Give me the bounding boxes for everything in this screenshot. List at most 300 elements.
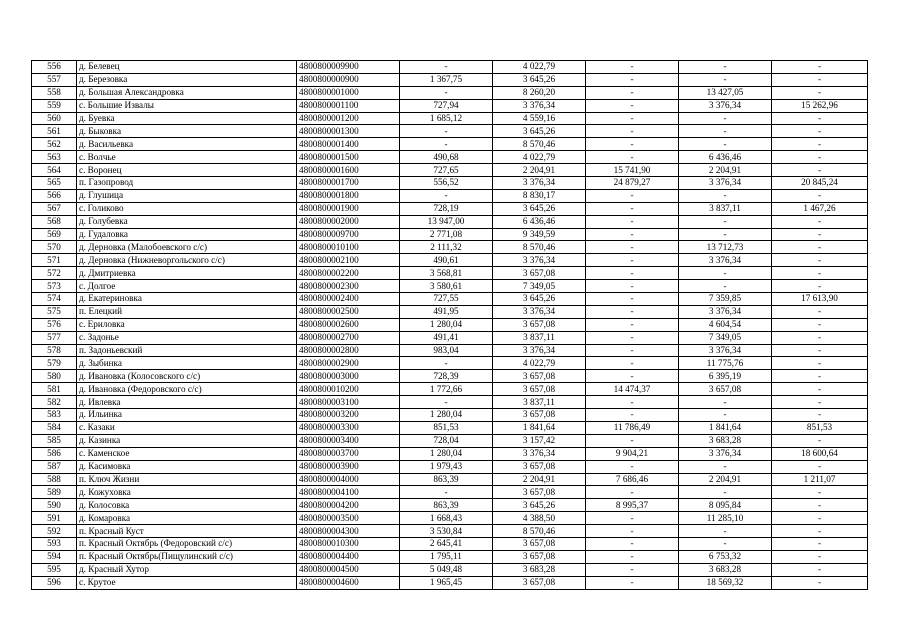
value-cell-5: - [772,576,868,589]
row-number-cell: 576 [32,318,77,331]
table-row [32,99,868,112]
oktmo-code-cell: 4800800001500 [297,151,400,164]
value-cell-5: - [772,499,868,512]
value-cell-1: 1 280,04 [400,409,493,422]
oktmo-code-cell: 4800800003000 [297,370,400,383]
row-number-cell: 556 [32,61,77,74]
value-cell-2: 4 022,79 [493,357,586,370]
value-cell-1: 491,41 [400,331,493,344]
row-number-cell: 565 [32,177,77,190]
value-cell-4: - [679,112,772,125]
table-row [32,267,868,280]
row-number-cell: 580 [32,370,77,383]
settlement-name-cell: п. Елецкий [77,305,297,318]
value-cell-5: - [772,73,868,86]
value-cell-5: - [772,241,868,254]
value-cell-1: 3 530,84 [400,525,493,538]
table-row [32,164,868,177]
row-number-cell: 571 [32,254,77,267]
value-cell-4: 3 376,34 [679,177,772,190]
settlement-name-cell: п. Ключ Жизни [77,473,297,486]
value-cell-4: 3 837,11 [679,202,772,215]
value-cell-5: - [772,525,868,538]
value-cell-1: 1 668,43 [400,512,493,525]
oktmo-code-cell: 4800800004500 [297,563,400,576]
settlement-name-cell: с. Задонье [77,331,297,344]
settlement-name-cell: с. Волчье [77,151,297,164]
value-cell-2: 3 645,26 [493,73,586,86]
table-row [32,421,868,434]
value-cell-2: 3 657,08 [493,486,586,499]
value-cell-5: 1 467,26 [772,202,868,215]
value-cell-2: 3 657,08 [493,460,586,473]
table-row [32,73,868,86]
table-row [32,486,868,499]
value-cell-4: - [679,280,772,293]
value-cell-5: - [772,189,868,202]
value-cell-4: - [679,460,772,473]
settlement-name-cell: с. Ериловка [77,318,297,331]
value-cell-5: - [772,512,868,525]
value-cell-5: - [772,357,868,370]
row-number-cell: 591 [32,512,77,525]
value-cell-4: 3 376,34 [679,254,772,267]
settlement-name-cell: с. Крутое [77,576,297,589]
value-cell-2: 3 645,26 [493,499,586,512]
value-cell-3: - [586,563,679,576]
row-number-cell: 590 [32,499,77,512]
settlement-name-cell: д. Казинка [77,434,297,447]
value-cell-2: 3 376,34 [493,305,586,318]
value-cell-3: 8 995,37 [586,499,679,512]
value-cell-3: 14 474,37 [586,383,679,396]
oktmo-code-cell: 4800800001700 [297,177,400,190]
settlement-name-cell: д. Голубевка [77,215,297,228]
value-cell-5: 17 613,90 [772,293,868,306]
value-cell-4: - [679,73,772,86]
value-cell-1: 1 979,43 [400,460,493,473]
value-cell-4: 3 376,34 [679,344,772,357]
value-cell-3: - [586,215,679,228]
settlement-name-cell: д. Ильинка [77,409,297,422]
value-cell-4: 3 683,28 [679,563,772,576]
value-cell-5: - [772,370,868,383]
value-cell-1: 728,04 [400,434,493,447]
value-cell-3: - [586,396,679,409]
table-row [32,305,868,318]
row-number-cell: 592 [32,525,77,538]
oktmo-code-cell: 4800800003400 [297,434,400,447]
table-row [32,138,868,151]
table-row [32,563,868,576]
oktmo-code-cell: 4800800002200 [297,267,400,280]
value-cell-1: 490,61 [400,254,493,267]
oktmo-code-cell: 4800800001800 [297,189,400,202]
oktmo-code-cell: 4800800009700 [297,228,400,241]
value-cell-3: - [586,99,679,112]
settlement-name-cell: п. Газопровод [77,177,297,190]
value-cell-3: - [586,576,679,589]
value-cell-4: 1 841,64 [679,421,772,434]
value-cell-3: - [586,550,679,563]
value-cell-4: 6 436,46 [679,151,772,164]
value-cell-1: 1 367,75 [400,73,493,86]
row-number-cell: 557 [32,73,77,86]
row-number-cell: 581 [32,383,77,396]
value-cell-1: 863,39 [400,499,493,512]
row-number-cell: 588 [32,473,77,486]
value-cell-3: - [586,138,679,151]
value-cell-4: - [679,409,772,422]
value-cell-1: 490,68 [400,151,493,164]
row-number-cell: 589 [32,486,77,499]
value-cell-1: 1 795,11 [400,550,493,563]
value-cell-2: 3 376,34 [493,254,586,267]
value-cell-2: 7 349,05 [493,280,586,293]
value-cell-4: 11 285,10 [679,512,772,525]
oktmo-code-cell: 4800800002900 [297,357,400,370]
value-cell-4: 8 095,84 [679,499,772,512]
value-cell-3: - [586,151,679,164]
oktmo-code-cell: 4800800003100 [297,396,400,409]
value-cell-5: - [772,138,868,151]
row-number-cell: 566 [32,189,77,202]
value-cell-5: - [772,396,868,409]
oktmo-code-cell: 4800800002300 [297,280,400,293]
value-cell-3: - [586,305,679,318]
value-cell-2: 3 157,42 [493,434,586,447]
oktmo-code-cell: 4800800001900 [297,202,400,215]
table-row [32,151,868,164]
row-number-cell: 572 [32,267,77,280]
value-cell-1: - [400,138,493,151]
row-number-cell: 577 [32,331,77,344]
value-cell-1: 2 771,08 [400,228,493,241]
row-number-cell: 585 [32,434,77,447]
settlement-name-cell: д. Комаровка [77,512,297,525]
value-cell-2: 3 376,34 [493,99,586,112]
value-cell-3: - [586,112,679,125]
value-cell-2: 3 645,26 [493,293,586,306]
value-cell-2: 8 570,46 [493,138,586,151]
value-cell-5: - [772,305,868,318]
settlement-name-cell: д. Березовка [77,73,297,86]
value-cell-3: - [586,254,679,267]
table-row [32,383,868,396]
value-cell-2: 4 559,16 [493,112,586,125]
table-row [32,86,868,99]
row-number-cell: 595 [32,563,77,576]
settlement-name-cell: д. Белевец [77,61,297,74]
value-cell-4: 3 376,34 [679,305,772,318]
settlement-name-cell: п. Красный Куст [77,525,297,538]
value-cell-3: - [586,86,679,99]
value-cell-2: 3 645,26 [493,125,586,138]
value-cell-5: 1 211,07 [772,473,868,486]
value-cell-5: - [772,383,868,396]
value-cell-3: - [586,61,679,74]
value-cell-2: 3 657,08 [493,318,586,331]
value-cell-4: 6 395,19 [679,370,772,383]
value-cell-4: - [679,267,772,280]
value-cell-2: 4 388,50 [493,512,586,525]
settlement-name-cell: д. Гудаловка [77,228,297,241]
value-cell-4: 11 775,76 [679,357,772,370]
oktmo-code-cell: 4800800004100 [297,486,400,499]
value-cell-3: 15 741,90 [586,164,679,177]
value-cell-4: - [679,125,772,138]
value-cell-1: 1 280,04 [400,318,493,331]
value-cell-3: - [586,460,679,473]
table-row [32,409,868,422]
settlement-name-cell: д. Зыбинка [77,357,297,370]
value-cell-3: - [586,344,679,357]
table-row [32,460,868,473]
oktmo-code-cell: 4800800009900 [297,61,400,74]
oktmo-code-cell: 4800800001300 [297,125,400,138]
value-cell-1: 3 580,61 [400,280,493,293]
value-cell-5: - [772,486,868,499]
row-number-cell: 558 [32,86,77,99]
settlement-name-cell: д. Буевка [77,112,297,125]
value-cell-5: - [772,125,868,138]
value-cell-2: 8 570,46 [493,241,586,254]
value-cell-3: - [586,73,679,86]
row-number-cell: 570 [32,241,77,254]
value-cell-2: 6 436,46 [493,215,586,228]
table-row [32,112,868,125]
oktmo-code-cell: 4800800004200 [297,499,400,512]
oktmo-code-cell: 4800800002100 [297,254,400,267]
value-cell-4: - [679,525,772,538]
oktmo-code-cell: 4800800003700 [297,447,400,460]
value-cell-1: 2 645,41 [400,537,493,550]
value-cell-5: - [772,267,868,280]
value-cell-3: 11 786,49 [586,421,679,434]
table-row [32,215,868,228]
value-cell-1: - [400,357,493,370]
value-cell-3: - [586,318,679,331]
settlement-name-cell: д. Дерновка (Малобоевского с/с) [77,241,297,254]
value-cell-5: - [772,318,868,331]
value-cell-2: 3 376,34 [493,177,586,190]
oktmo-code-cell: 4800800003900 [297,460,400,473]
row-number-cell: 559 [32,99,77,112]
row-number-cell: 562 [32,138,77,151]
value-cell-2: 3 657,08 [493,576,586,589]
value-cell-3: - [586,125,679,138]
value-cell-4: 3 683,28 [679,434,772,447]
table-row [32,202,868,215]
value-cell-2: 3 645,26 [493,202,586,215]
value-cell-5: 15 262,96 [772,99,868,112]
value-cell-2: 3 657,08 [493,267,586,280]
value-cell-3: - [586,280,679,293]
value-cell-2: 4 022,79 [493,61,586,74]
row-number-cell: 594 [32,550,77,563]
value-cell-4: 7 349,05 [679,331,772,344]
value-cell-4: 13 712,73 [679,241,772,254]
value-cell-2: 9 349,59 [493,228,586,241]
table-row [32,396,868,409]
value-cell-5: - [772,331,868,344]
oktmo-code-cell: 4800800002000 [297,215,400,228]
value-cell-1: - [400,486,493,499]
value-cell-1: 491,95 [400,305,493,318]
row-number-cell: 575 [32,305,77,318]
value-cell-4: - [679,138,772,151]
oktmo-code-cell: 4800800001400 [297,138,400,151]
value-cell-5: - [772,254,868,267]
row-number-cell: 578 [32,344,77,357]
oktmo-code-cell: 4800800002700 [297,331,400,344]
value-cell-4: 7 359,85 [679,293,772,306]
value-cell-2: 3 376,34 [493,344,586,357]
oktmo-code-cell: 4800800001600 [297,164,400,177]
table-row [32,280,868,293]
table-row [32,370,868,383]
table-row [32,228,868,241]
table-body [32,61,868,590]
value-cell-4: - [679,228,772,241]
value-cell-5: 851,53 [772,421,868,434]
value-cell-4: - [679,537,772,550]
table-row [32,512,868,525]
value-cell-1: 3 568,81 [400,267,493,280]
value-cell-3: - [586,331,679,344]
table-row [32,177,868,190]
value-cell-1: 13 947,00 [400,215,493,228]
table-row [32,318,868,331]
table-row [32,61,868,74]
settlement-name-cell: д. Ивановка (Колосовского с/с) [77,370,297,383]
row-number-cell: 560 [32,112,77,125]
row-number-cell: 586 [32,447,77,460]
settlement-name-cell: с. Долгое [77,280,297,293]
settlement-name-cell: д. Екатериновка [77,293,297,306]
value-cell-4: 3 376,34 [679,447,772,460]
value-cell-1: 2 111,32 [400,241,493,254]
value-cell-1: - [400,125,493,138]
value-cell-4: 2 204,91 [679,164,772,177]
value-cell-3: - [586,189,679,202]
settlement-name-cell: д. Ивановка (Федоровского с/с) [77,383,297,396]
row-number-cell: 567 [32,202,77,215]
value-cell-4: - [679,61,772,74]
table-row [32,473,868,486]
table-row [32,434,868,447]
row-number-cell: 569 [32,228,77,241]
value-cell-4: - [679,486,772,499]
settlement-name-cell: д. Большая Александровка [77,86,297,99]
value-cell-2: 3 657,08 [493,550,586,563]
settlement-name-cell: д. Дмитриевка [77,267,297,280]
value-cell-2: 3 683,28 [493,563,586,576]
value-cell-3: 24 879,27 [586,177,679,190]
settlement-name-cell: с. Каменское [77,447,297,460]
value-cell-3: - [586,228,679,241]
value-cell-5: - [772,215,868,228]
value-cell-5: - [772,86,868,99]
value-cell-5: - [772,344,868,357]
value-cell-2: 2 204,91 [493,164,586,177]
table-row [32,189,868,202]
settlement-name-cell: д. Дерновка (Нижневоргольского с/с) [77,254,297,267]
row-number-cell: 596 [32,576,77,589]
settlement-name-cell: с. Воронец [77,164,297,177]
settlement-name-cell: п. Красный Октябрь(Пищулинский с/с) [77,550,297,563]
oktmo-code-cell: 4800800010200 [297,383,400,396]
table-row [32,537,868,550]
value-cell-3: - [586,486,679,499]
value-cell-5: - [772,550,868,563]
value-cell-3: - [586,202,679,215]
value-cell-1: 727,55 [400,293,493,306]
value-cell-5: - [772,409,868,422]
value-cell-2: 3 657,08 [493,537,586,550]
oktmo-code-cell: 4800800003200 [297,409,400,422]
table-row [32,576,868,589]
value-cell-3: - [586,525,679,538]
settlement-name-cell: д. Касимовка [77,460,297,473]
value-cell-1: 727,94 [400,99,493,112]
value-cell-4: - [679,215,772,228]
value-cell-4: 13 427,05 [679,86,772,99]
value-cell-5: - [772,112,868,125]
oktmo-code-cell: 4800800002500 [297,305,400,318]
value-cell-3: - [586,537,679,550]
value-cell-5: 20 845,24 [772,177,868,190]
oktmo-code-cell: 4800800001100 [297,99,400,112]
row-number-cell: 564 [32,164,77,177]
table-row [32,447,868,460]
oktmo-code-cell: 4800800002800 [297,344,400,357]
value-cell-5: - [772,280,868,293]
table-row [32,241,868,254]
table-row [32,293,868,306]
value-cell-2: 3 376,34 [493,447,586,460]
table-row [32,331,868,344]
value-cell-3: - [586,370,679,383]
row-number-cell: 583 [32,409,77,422]
settlement-name-cell: п. Красный Октябрь (Федоровский с/с) [77,537,297,550]
row-number-cell: 561 [32,125,77,138]
table-row [32,125,868,138]
value-cell-2: 3 657,08 [493,409,586,422]
oktmo-code-cell: 4800800001200 [297,112,400,125]
value-cell-5: - [772,537,868,550]
settlement-name-cell: д. Красный Хутор [77,563,297,576]
value-cell-3: - [586,241,679,254]
row-number-cell: 568 [32,215,77,228]
settlement-name-cell: д. Ивлевка [77,396,297,409]
settlement-name-cell: д. Кожуховка [77,486,297,499]
row-number-cell: 573 [32,280,77,293]
value-cell-4: - [679,189,772,202]
row-number-cell: 582 [32,396,77,409]
settlement-name-cell: с. Голиково [77,202,297,215]
value-cell-4: 6 753,32 [679,550,772,563]
value-cell-5: - [772,434,868,447]
value-cell-1: 1 965,45 [400,576,493,589]
oktmo-code-cell: 4800800003300 [297,421,400,434]
settlement-name-cell: п. Задоньевский [77,344,297,357]
value-cell-5: - [772,228,868,241]
value-cell-3: 9 904,21 [586,447,679,460]
oktmo-code-cell: 4800800001000 [297,86,400,99]
oktmo-code-cell: 4800800003500 [297,512,400,525]
row-number-cell: 593 [32,537,77,550]
